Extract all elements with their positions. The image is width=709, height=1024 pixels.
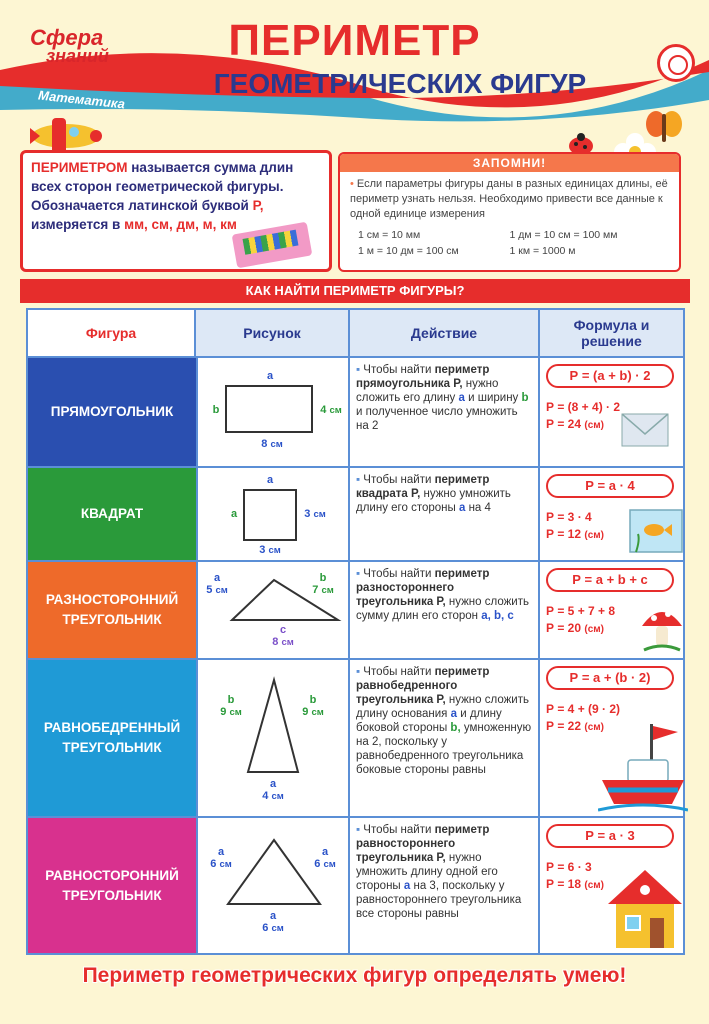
action-part: нужно сложить его длину: [356, 378, 499, 404]
aquarium-icon: [626, 504, 686, 556]
bullet-icon: ▪: [356, 666, 361, 678]
letter: a: [217, 846, 225, 858]
column-header-figure: Фигура: [28, 310, 196, 356]
unit: см: [321, 585, 334, 596]
formula-box: Р = (а + b) · 2: [546, 364, 674, 388]
definition-text2: измеряется в: [31, 217, 121, 232]
page-title: ПЕРИМЕТР: [228, 16, 481, 65]
formula-box: Р = а · 3: [546, 824, 674, 848]
conversion-cm: 1 см = 10 мм: [358, 229, 421, 241]
memo-text: Если параметры фигуры даны в разных единицах длины, её периметр узнать нельзя. Необходимо привести все данные к одной единице измерения: [350, 178, 668, 220]
memo-conversion-row: [340, 243, 679, 259]
figure-drawing: [196, 468, 350, 560]
label-side-left: [206, 846, 236, 871]
column-header-formula: Формула и решение: [540, 310, 683, 356]
action-part: умноженную на 2, поскольку у равнобедренного треугольника боковые стороны равны: [356, 722, 532, 776]
envelope-icon: [618, 404, 674, 452]
figure-name: РАВНОБЕДРЕННЫЙ ТРЕУГОЛЬНИК: [28, 660, 196, 816]
unit: (см): [584, 722, 604, 733]
action-part: и полученное число умножить на 2: [356, 406, 518, 432]
solution-line: Р = 3 · 4: [546, 510, 592, 524]
definition-term: ПЕРИМЕТРОМ: [31, 160, 128, 175]
conversion-m: 1 м = 10 дм = 100 см: [358, 245, 459, 257]
label-side-b-right: [298, 694, 328, 719]
value: 7: [312, 584, 319, 596]
brand-line2: знаний: [46, 46, 109, 66]
action-part: и ширину: [464, 392, 522, 404]
action-part: и длину боковой стороны: [356, 708, 502, 734]
butterfly-icon: [644, 108, 684, 148]
bullet-icon: ▪: [356, 474, 361, 486]
unit: (см): [584, 624, 604, 635]
value: 4: [262, 790, 269, 802]
unit: см: [270, 439, 283, 450]
unit: (см): [584, 420, 604, 431]
figure-name: КВАДРАТ: [28, 468, 196, 560]
unit: см: [271, 923, 284, 934]
action-part: а: [458, 392, 465, 404]
brand-line1: Сфера: [30, 25, 104, 50]
value: 3: [304, 508, 311, 520]
action-part: периметр квадрата Р,: [356, 474, 490, 500]
table-row-isosceles-triangle: [28, 658, 683, 816]
table-row-rectangle: [28, 356, 683, 466]
action-part: на 3, поскольку у равностороннего треугольника все стороны равны: [356, 880, 522, 920]
unit: см: [323, 859, 336, 870]
definition-letter: Р,: [252, 198, 264, 213]
column-header-drawing: Рисунок: [196, 310, 350, 356]
conversion-dm: 1 дм = 10 см = 100 мм: [509, 229, 618, 241]
value: 3: [259, 544, 266, 556]
action-part: b,: [450, 722, 461, 734]
label-side-right: [310, 846, 340, 871]
action-part: периметр прямоугольника Р,: [356, 364, 490, 390]
label-side-a: [202, 572, 232, 597]
letter: b: [309, 694, 317, 706]
action-part: периметр разностороннего треугольника Р,: [356, 568, 490, 608]
value: 5: [206, 584, 213, 596]
value: Р = 24: [546, 417, 582, 431]
bullet-icon: •: [350, 178, 354, 190]
action-part: периметр равнобедренного треугольника Р,: [356, 666, 490, 706]
solution-line: Р = 5 + 7 + 8: [546, 604, 616, 618]
action-part: нужно сложить сумму длин его сторон: [356, 596, 529, 622]
unit: см: [219, 859, 232, 870]
house-icon: [604, 864, 686, 952]
value: 8: [261, 438, 268, 450]
action-part: Чтобы найти: [363, 474, 435, 486]
action-part: Чтобы найти: [363, 824, 435, 836]
figure-name: РАЗНОСТОРОННИЙ ТРЕУГОЛЬНИК: [28, 562, 196, 658]
definition-units: мм, см, дм, м, км: [124, 217, 237, 232]
action-part: нужно умножить длину одной его стороны: [356, 852, 498, 892]
unit: (см): [584, 880, 604, 891]
action-part: а: [450, 708, 458, 720]
label-side-a: [258, 778, 288, 803]
figure-action: [350, 660, 540, 816]
solution-line: Р = (8 + 4) · 2: [546, 400, 621, 414]
column-header-action: Действие: [350, 310, 540, 356]
solution-line: Р = 4 + (9 · 2): [546, 702, 621, 716]
label-top: a: [266, 370, 274, 382]
unit: см: [281, 637, 294, 648]
label-side-b: [308, 572, 338, 597]
unit: см: [215, 585, 228, 596]
value: 9: [302, 706, 309, 718]
bullet-icon: ▪: [356, 364, 361, 376]
value: 6: [210, 858, 217, 870]
label-top: a: [266, 474, 274, 486]
label-right: [300, 508, 330, 521]
label-left: a: [230, 508, 238, 520]
page-subtitle: ГЕОМЕТРИЧЕСКИХ ФИГУР: [213, 68, 587, 99]
label-bottom: [252, 544, 288, 557]
action-part: нужно сложить длину основания: [356, 694, 529, 720]
table-row-scalene-triangle: [28, 560, 683, 658]
memo-conversion-row: [340, 227, 679, 243]
figure-name: ПРЯМОУГОЛЬНИК: [28, 358, 196, 466]
value: Р = 12: [546, 527, 582, 541]
memo-box: [338, 152, 681, 272]
shapes-table: [26, 308, 685, 955]
action-part: а: [458, 502, 466, 514]
label-left: b: [212, 404, 220, 416]
value: 8: [272, 636, 279, 648]
publisher-seal-icon: [657, 44, 695, 82]
footer-slogan: Периметр геометрических фигур определять умею!: [82, 964, 627, 987]
solution-line: Р = 6 · 3: [546, 860, 592, 874]
label-side-c: [268, 624, 298, 649]
table-row-square: [28, 466, 683, 560]
action-part: нужно умножить длину его стороны: [356, 488, 511, 514]
unit: см: [229, 707, 242, 718]
mushroom-icon: [640, 602, 684, 652]
figure-action: [350, 818, 540, 953]
label-bottom: [254, 438, 290, 451]
unit: см: [271, 791, 284, 802]
definition-text1: называется сумма длин всех сторон геометрической фигуры. Обозначается латинской буквой: [31, 160, 294, 213]
value: 6: [314, 858, 321, 870]
figure-drawing: [196, 660, 350, 816]
bullet-icon: ▪: [356, 824, 361, 836]
formula-box: Р = а + b + с: [546, 568, 674, 592]
formula-box: Р = а · 4: [546, 474, 674, 498]
action-part: Чтобы найти: [363, 666, 435, 678]
boat-icon: [598, 720, 688, 814]
value: Р = 22: [546, 719, 582, 733]
value: 9: [220, 706, 227, 718]
formula-box: Р = а + (b · 2): [546, 666, 674, 690]
unit: см: [329, 405, 342, 416]
unit: см: [268, 545, 281, 556]
action-part: Чтобы найти: [363, 568, 435, 580]
memo-paragraph: [340, 172, 679, 227]
table-row-equilateral-triangle: [28, 816, 683, 953]
action-part: Чтобы найти: [363, 364, 435, 376]
action-part: а: [403, 880, 411, 892]
unit: (см): [584, 530, 604, 541]
letter: c: [279, 624, 287, 636]
action-part: b: [521, 392, 529, 404]
value: Р = 20: [546, 621, 582, 635]
letter: a: [213, 572, 221, 584]
figure-drawing: [196, 562, 350, 658]
subject-label: Математика: [37, 87, 126, 112]
label-right: [316, 404, 346, 417]
figure-name: РАВНОСТОРОННИЙ ТРЕУГОЛЬНИК: [28, 818, 196, 953]
action-part: на 4: [465, 502, 491, 514]
figure-action: [350, 358, 540, 466]
value: 4: [320, 404, 327, 416]
value: Р = 18: [546, 877, 582, 891]
bullet-icon: ▪: [356, 568, 361, 580]
action-part: периметр равностороннего треугольника Р,: [356, 824, 490, 864]
figure-drawing: [196, 818, 350, 953]
letter: b: [227, 694, 235, 706]
section-banner: КАК НАЙТИ ПЕРИМЕТР ФИГУРЫ?: [20, 279, 690, 303]
figure-action: [350, 562, 540, 658]
figure-action: [350, 468, 540, 560]
unit: см: [311, 707, 324, 718]
letter: b: [319, 572, 327, 584]
figure-drawing: [196, 358, 350, 466]
unit: см: [313, 509, 326, 520]
label-side-b-left: [216, 694, 246, 719]
label-side-bottom: [258, 910, 288, 935]
letter: a: [269, 778, 277, 790]
value: 6: [262, 922, 269, 934]
letter: a: [321, 846, 329, 858]
letter: a: [269, 910, 277, 922]
conversion-km: 1 км = 1000 м: [509, 245, 576, 257]
memo-header: ЗАПОМНИ!: [340, 154, 679, 172]
action-part: а, b, с: [481, 610, 514, 622]
